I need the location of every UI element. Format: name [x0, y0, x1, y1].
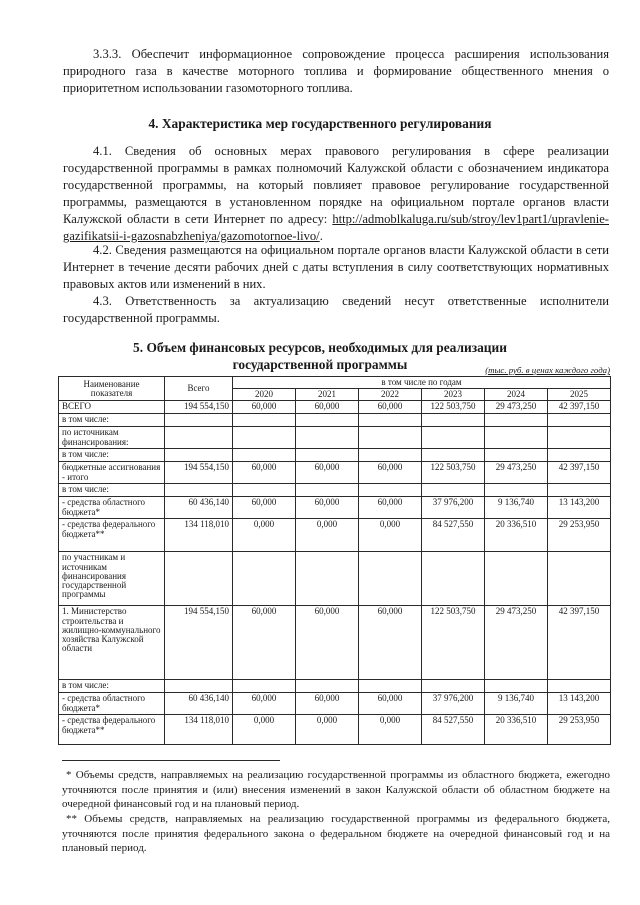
cell-year-value: [296, 552, 359, 606]
units-note: (тыс. руб. в ценах каждого года): [485, 365, 610, 375]
cell-year-value: 0,000: [296, 519, 359, 552]
cell-year-value: 9 136,740: [485, 693, 548, 715]
cell-total: [165, 484, 233, 497]
table-header-row: [59, 377, 611, 389]
cell-total: [165, 414, 233, 427]
row-label: в том числе:: [59, 484, 165, 497]
section-5-heading-line1: 5. Объем финансовых ресурсов, необходимых для реализации: [133, 340, 507, 355]
row-label: в том числе:: [59, 414, 165, 427]
cell-year-value: [359, 449, 422, 462]
row-label: по участникам и источникам финансирования государственной программы: [59, 552, 165, 606]
cell-year-value: 0,000: [233, 519, 296, 552]
footnote-separator: [62, 760, 280, 761]
section-4-heading: 4. Характеристика мер государственного регулирования: [148, 116, 492, 131]
cell-year-value: [422, 552, 485, 606]
cell-year-value: [548, 552, 611, 606]
cell-year-value: [422, 484, 485, 497]
cell-year-value: 0,000: [359, 519, 422, 552]
row-label: 1. Министерство строительства и жилищно-коммунального хозяйства Калужской области: [59, 606, 165, 680]
cell-total: 194 554,150: [165, 401, 233, 414]
table-row: [59, 401, 611, 414]
footnote-regional-budget: * Объемы средств, направляемых на реализацию государственной программы из областного бюджета, ежегодно уточняются после принятия и (или) внесения изменений в закон Калужской области об областном бюджете на очередной финансовый год и на плановый период.: [62, 769, 610, 811]
cell-year-value: 60,000: [296, 693, 359, 715]
table-row: [59, 427, 611, 449]
row-label: - средства областного бюджета*: [59, 693, 165, 715]
cell-year-value: [233, 484, 296, 497]
cell-year-value: 20 336,510: [485, 715, 548, 745]
row-label: по источникам финансирования:: [59, 427, 165, 449]
cell-year-value: [233, 449, 296, 462]
cell-year-value: 122 503,750: [422, 606, 485, 680]
header-year: 2025: [548, 389, 611, 401]
cell-year-value: 122 503,750: [422, 401, 485, 414]
cell-total: [165, 449, 233, 462]
cell-year-value: [233, 680, 296, 693]
cell-year-value: [548, 427, 611, 449]
cell-total: 134 118,010: [165, 715, 233, 745]
section-3-3-3-paragraph: 3.3.3. Обеспечит информационное сопровождение процесса расширения использования природного газа в качестве моторного топлива и формирование общественного мнения о приоритетном использовании газомоторного топлива.: [63, 47, 609, 95]
cell-total: [165, 680, 233, 693]
cell-year-value: [296, 449, 359, 462]
header-year: 2023: [422, 389, 485, 401]
cell-year-value: 84 527,550: [422, 519, 485, 552]
row-label: в том числе:: [59, 680, 165, 693]
paragraph-4-3: 4.3. Ответственность за актуализацию сведений несут ответственные исполнители государственной программы.: [63, 294, 609, 325]
cell-year-value: 60,000: [296, 401, 359, 414]
cell-year-value: 84 527,550: [422, 715, 485, 745]
cell-year-value: [485, 680, 548, 693]
table-row: [59, 693, 611, 715]
cell-year-value: 60,000: [359, 606, 422, 680]
cell-year-value: 13 143,200: [548, 693, 611, 715]
cell-total: [165, 427, 233, 449]
cell-year-value: 60,000: [233, 401, 296, 414]
header-year: 2021: [296, 389, 359, 401]
cell-total: 194 554,150: [165, 462, 233, 484]
cell-year-value: [233, 414, 296, 427]
cell-year-value: 42 397,150: [548, 462, 611, 484]
cell-year-value: 60,000: [359, 462, 422, 484]
portal-url-link[interactable]: http://admoblkaluga.ru/sub/stroy/lev1part1/upravlenie-gazifikatsii-i-gazosnabzheniya/gazomotornoe-livo/: [63, 212, 609, 243]
row-label: - средства федерального бюджета**: [59, 715, 165, 745]
cell-year-value: [359, 484, 422, 497]
row-label: ВСЕГО: [59, 401, 165, 414]
cell-total: 60 436,140: [165, 693, 233, 715]
cell-year-value: 0,000: [359, 715, 422, 745]
cell-year-value: [233, 427, 296, 449]
cell-year-value: 60,000: [233, 693, 296, 715]
cell-year-value: 0,000: [296, 715, 359, 745]
cell-year-value: [422, 414, 485, 427]
cell-year-value: [548, 414, 611, 427]
finance-table: [58, 376, 611, 745]
cell-year-value: [485, 427, 548, 449]
cell-year-value: [359, 414, 422, 427]
cell-year-value: 60,000: [233, 606, 296, 680]
cell-year-value: [548, 680, 611, 693]
cell-year-value: [296, 484, 359, 497]
paragraph-4-1-text: 4.1. Сведения об основных мерах правового регулирования в сфере реализации государственной программы в рамках полномочий Калужской области с обозначением индикатора государственной программы, на который повлияет правовое регулирование государственной программы, размещаются в установленном порядке на официальном портале органов власти Калужской области в сети Интернет по адресу:: [63, 144, 609, 226]
cell-year-value: 60,000: [359, 401, 422, 414]
cell-year-value: [233, 552, 296, 606]
row-label: - средства областного бюджета*: [59, 497, 165, 519]
cell-year-value: 60,000: [359, 693, 422, 715]
table-row: [59, 715, 611, 745]
cell-year-value: 29 473,250: [485, 401, 548, 414]
paragraph-4-1: [63, 143, 609, 245]
cell-year-value: 29 473,250: [485, 462, 548, 484]
cell-year-value: [485, 484, 548, 497]
cell-year-value: [296, 414, 359, 427]
cell-total: 60 436,140: [165, 497, 233, 519]
table-row: [59, 680, 611, 693]
cell-year-value: 60,000: [296, 606, 359, 680]
table-row: [59, 552, 611, 606]
cell-year-value: 29 473,250: [485, 606, 548, 680]
section-5-heading-line2: государственной программы: [232, 357, 408, 372]
cell-year-value: [359, 680, 422, 693]
cell-year-value: 60,000: [359, 497, 422, 519]
header-year: 2024: [485, 389, 548, 401]
cell-year-value: 42 397,150: [548, 401, 611, 414]
cell-year-value: [296, 680, 359, 693]
table-row: [59, 606, 611, 680]
header-total: Всего: [165, 377, 233, 401]
cell-total: [165, 552, 233, 606]
cell-total: 194 554,150: [165, 606, 233, 680]
cell-year-value: 37 976,200: [422, 693, 485, 715]
table-row: [59, 414, 611, 427]
header-years-group: в том числе по годам: [233, 377, 611, 389]
cell-year-value: [485, 414, 548, 427]
row-label: в том числе:: [59, 449, 165, 462]
header-year: 2020: [233, 389, 296, 401]
cell-year-value: [548, 484, 611, 497]
cell-year-value: 29 253,950: [548, 715, 611, 745]
cell-year-value: [359, 552, 422, 606]
table-row: [59, 519, 611, 552]
cell-year-value: 42 397,150: [548, 606, 611, 680]
cell-year-value: [296, 427, 359, 449]
row-label: - средства федерального бюджета**: [59, 519, 165, 552]
cell-year-value: 60,000: [296, 497, 359, 519]
cell-year-value: 37 976,200: [422, 497, 485, 519]
paragraph-4-1-end: .: [319, 229, 323, 243]
cell-year-value: 9 136,740: [485, 497, 548, 519]
cell-year-value: [548, 449, 611, 462]
table-row: [59, 449, 611, 462]
cell-total: 134 118,010: [165, 519, 233, 552]
cell-year-value: 122 503,750: [422, 462, 485, 484]
cell-year-value: 60,000: [296, 462, 359, 484]
table-row: [59, 462, 611, 484]
row-label: бюджетные ассигнования - итого: [59, 462, 165, 484]
cell-year-value: 0,000: [233, 715, 296, 745]
cell-year-value: [485, 552, 548, 606]
cell-year-value: 60,000: [233, 462, 296, 484]
cell-year-value: [485, 449, 548, 462]
cell-year-value: 20 336,510: [485, 519, 548, 552]
header-name: Наименование показателя: [59, 377, 165, 401]
cell-year-value: [422, 427, 485, 449]
cell-year-value: 29 253,950: [548, 519, 611, 552]
cell-year-value: 60,000: [233, 497, 296, 519]
paragraph-4-2: 4.2. Сведения размещаются на официальном портале органов власти Калужской области в сети Интернет в течение десяти рабочих дней с даты вступления в силу соответствующих нормативных правовых актов или изменений в них.: [63, 243, 609, 291]
cell-year-value: [422, 680, 485, 693]
header-year: 2022: [359, 389, 422, 401]
cell-year-value: 13 143,200: [548, 497, 611, 519]
cell-year-value: [422, 449, 485, 462]
footnote-federal-budget: ** Объемы средств, направляемых на реализацию государственной программы из федерального бюджета, уточняются после принятия федерального закона о федеральном бюджете на очередной финансовый год и на плановый период.: [62, 813, 610, 855]
table-row: [59, 484, 611, 497]
table-row: [59, 497, 611, 519]
cell-year-value: [359, 427, 422, 449]
